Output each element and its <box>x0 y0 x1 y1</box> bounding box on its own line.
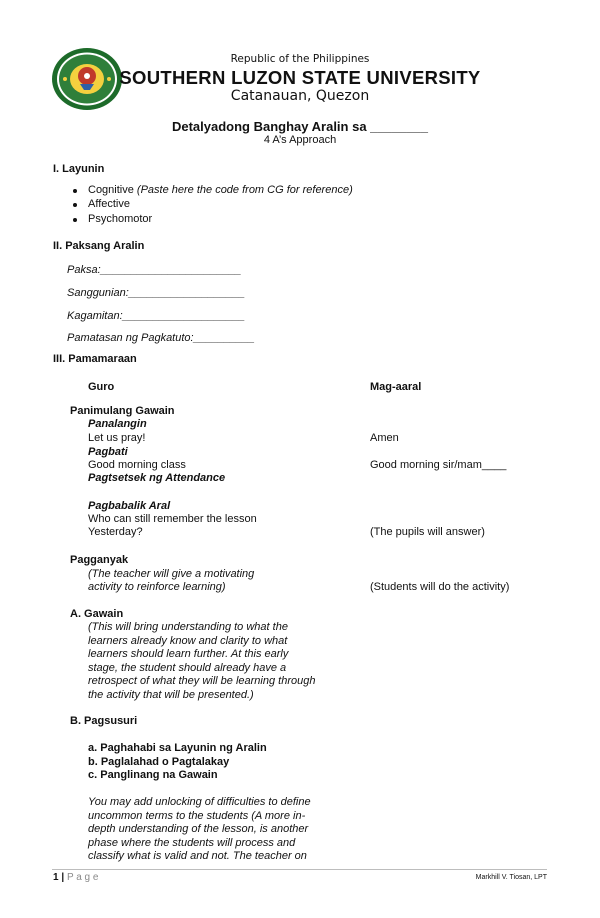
pagbati-student-line: Good morning sir/mam____ <box>370 459 507 471</box>
field-blank: ___________________ <box>128 287 246 299</box>
pagsusuri-line: You may add unlocking of difficulties to define <box>88 796 311 808</box>
gawain-line: learners should learn further. At this early <box>88 648 289 660</box>
pagganyak-teacher-line-2: activity to reinforce learning) <box>88 581 226 593</box>
column-header-guro: Guro <box>88 381 115 393</box>
objective-label: Cognitive <box>88 184 134 196</box>
gawain-description <box>88 621 348 702</box>
pagbabalik-aral-heading: Pagbabalik Aral <box>88 500 171 512</box>
objective-note: (Paste here the code from CG for reference) <box>136 184 353 196</box>
field-label: Kagamitan: <box>67 310 123 322</box>
pagsusuri-line: depth understanding of the lesson, is another <box>88 823 309 835</box>
page-separator: | <box>61 872 65 883</box>
field-sanggunian <box>67 287 245 299</box>
section-pamamaraan-heading: III. Pamamaraan <box>53 353 137 365</box>
page-number: 1 <box>53 872 59 883</box>
field-label: Pamatasan ng Pagkatuto: <box>67 332 194 344</box>
panalangin-teacher-line: Let us pray! <box>88 432 146 444</box>
field-paksa <box>67 264 241 276</box>
pagganyak-student-line: (Students will do the activity) <box>370 581 510 593</box>
column-header-mag-aaral: Mag-aaral <box>370 381 422 393</box>
panalangin-student-line: Amen <box>370 432 399 444</box>
objective-psychomotor: Psychomotor <box>88 213 153 225</box>
gawain-line: the activity that will be presented.) <box>88 688 254 701</box>
gawain-heading: A. Gawain <box>70 608 124 620</box>
bullet-icon <box>73 189 77 193</box>
section-layunin-heading: I. Layunin <box>53 163 105 175</box>
bullet-icon <box>73 218 77 222</box>
pagbati-teacher-line: Good morning class <box>88 459 186 471</box>
gawain-line: retrospect of what they will be learning through <box>88 675 316 687</box>
objective-cognitive <box>88 184 353 196</box>
balik-teacher-line-1: Who can still remember the lesson <box>88 513 257 525</box>
panalangin-heading: Panalangin <box>88 418 147 430</box>
pagsusuri-item-a: a. Paghahabi sa Layunin ng Aralin <box>88 742 267 754</box>
objective-affective: Affective <box>88 198 130 210</box>
field-pamatasan <box>67 332 255 344</box>
pagsusuri-line: classify what is valid and not. The teacher on <box>88 850 307 862</box>
attendance-heading: Pagtsetsek ng Attendance <box>88 472 226 484</box>
footer-divider <box>52 869 547 870</box>
pagbati-heading: Pagbati <box>88 446 128 458</box>
field-label: Paksa: <box>67 264 101 276</box>
section-paksang-aralin-heading: II. Paksang Aralin <box>53 240 145 252</box>
footer-author: Markhill V. Tiosan, LPT <box>475 874 547 881</box>
gawain-line: (This will bring understanding to what the <box>88 621 288 633</box>
pagsusuri-line: phase where the students will process and <box>88 836 296 849</box>
pagganyak-heading: Pagganyak <box>70 554 129 566</box>
republic-line: Republic of the Philippines <box>230 53 370 65</box>
lesson-plan-subtitle: 4 A’s Approach <box>263 134 337 146</box>
field-blank: _______________________ <box>100 264 242 276</box>
pagsusuri-item-b: b. Paglalahad o Pagtalakay <box>88 756 230 768</box>
pagsusuri-item-c: c. Panglinang na Gawain <box>88 769 218 781</box>
pagganyak-teacher-line-1: (The teacher will give a motivating <box>88 568 255 580</box>
field-blank: ____________________ <box>122 310 246 322</box>
university-name: SOUTHERN LUZON STATE UNIVERSITY <box>119 67 481 88</box>
bullet-icon <box>73 203 77 207</box>
gawain-line: learners already know and clarity to what <box>88 634 288 647</box>
pagsusuri-description <box>88 796 348 864</box>
balik-teacher-line-2: Yesterday? <box>88 526 143 538</box>
field-blank: __________ <box>193 332 255 344</box>
pagsusuri-line: uncommon terms to the students (A more in- <box>88 809 306 822</box>
pagsusuri-heading: B. Pagsusuri <box>70 715 138 727</box>
gawain-line: stage, the student should already have a <box>88 661 287 674</box>
field-label: Sanggunian: <box>67 287 129 299</box>
field-kagamitan <box>67 310 245 322</box>
page-word: P a g e <box>66 872 99 883</box>
campus-line: Catanauan, Quezon <box>230 88 370 104</box>
panimulang-gawain-heading: Panimulang Gawain <box>70 405 175 417</box>
page-footer-number <box>53 872 98 883</box>
lesson-plan-title: Detalyadong Banghay Aralin sa ________ <box>171 119 429 134</box>
balik-student-line: (The pupils will answer) <box>370 526 485 538</box>
